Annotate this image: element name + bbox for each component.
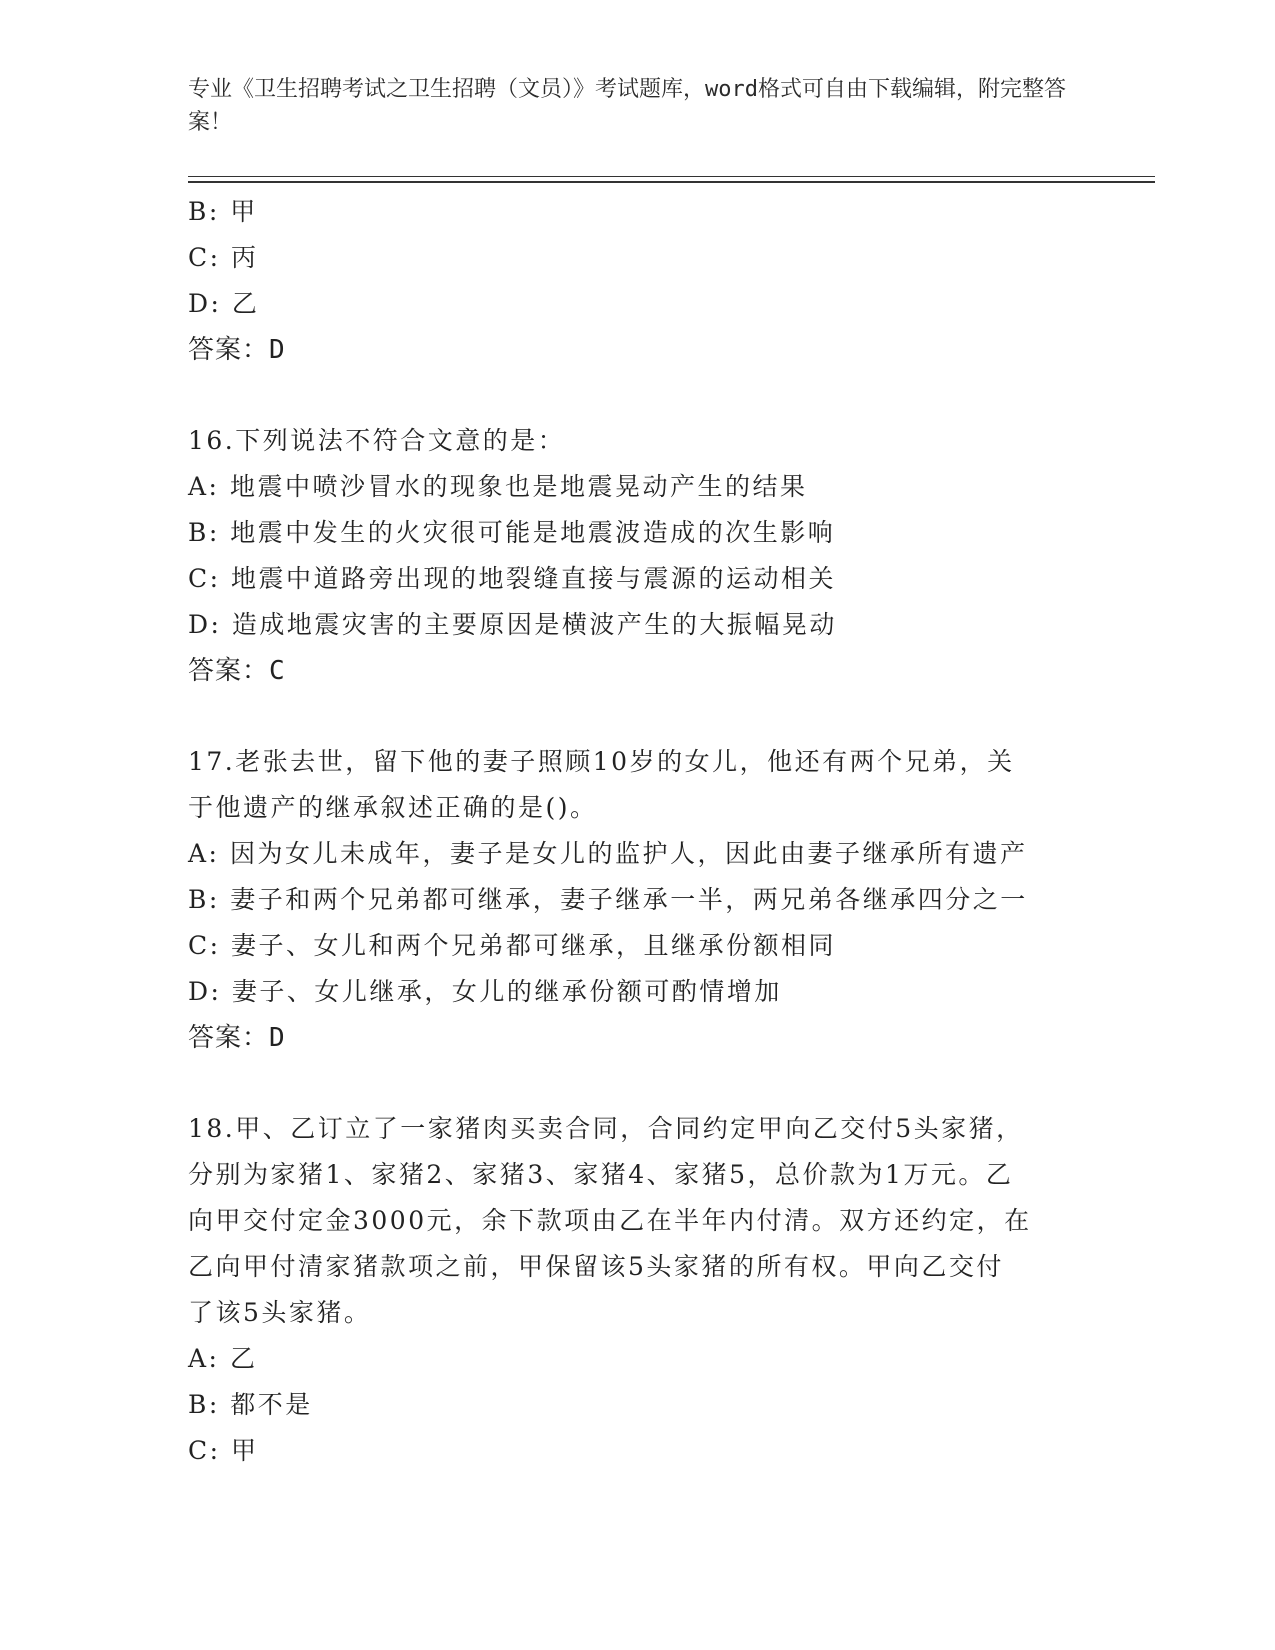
question-18 — [188, 1106, 1088, 1474]
option-text: 妻子和两个兄弟都可继承，妻子继承一半，两兄弟各继承四分之一 — [230, 885, 1028, 914]
header-divider-thin — [188, 176, 1155, 177]
option-text: 地震中道路旁出现的地裂缝直接与震源的运动相关 — [231, 564, 837, 593]
option-label: D: — [188, 289, 222, 318]
option-text: 丙 — [231, 243, 259, 272]
prev-question-options — [188, 189, 1088, 373]
option-label: C: — [188, 931, 221, 960]
option-label: C: — [188, 1436, 221, 1465]
option-text: 都不是 — [230, 1390, 313, 1419]
option-label: C: — [188, 564, 221, 593]
option-b — [188, 877, 1088, 923]
question-stem: 16.下列说法不符合文意的是： — [188, 426, 566, 455]
option-text: 造成地震灾害的主要原因是横波产生的大振幅晃动 — [231, 610, 837, 639]
option-label: B: — [188, 885, 220, 914]
option-a — [188, 464, 1088, 510]
question-stem-line: 17.老张去世，留下他的妻子照顾10岁的女儿，他还有两个兄弟，关 — [188, 747, 1015, 776]
answer-line: 答案：D — [188, 335, 286, 365]
document-header: 专业《卫生招聘考试之卫生招聘（文员）》考试题库，word格式可自由下载编辑，附完整答案！ — [188, 77, 1066, 135]
option-d — [188, 969, 1088, 1015]
option-text: 地震中发生的火灾很可能是地震波造成的次生影响 — [230, 518, 836, 547]
question-16 — [188, 418, 1088, 694]
option-b — [188, 1382, 1088, 1428]
option-text: 地震中喷沙冒水的现象也是地震晃动产生的结果 — [229, 472, 808, 501]
option-label: B: — [188, 518, 220, 547]
option-label: B: — [188, 1390, 220, 1419]
option-text: 甲 — [230, 197, 258, 226]
option-a — [188, 831, 1088, 877]
option-text: 妻子、女儿和两个兄弟都可继承，且继承份额相同 — [231, 931, 837, 960]
option-text: 甲 — [231, 1436, 259, 1465]
option-label: A: — [188, 839, 220, 868]
question-stem-line: 18.甲、乙订立了一家猪肉买卖合同，合同约定甲向乙交付5头家猪， — [188, 1114, 1024, 1143]
question-list — [188, 189, 1088, 1474]
option-label: A: — [188, 472, 220, 501]
question-stem-line: 分别为家猪1、家猪2、家猪3、家猪4、家猪5，总价款为1万元。乙 — [188, 1160, 1014, 1189]
option-a — [188, 1336, 1088, 1382]
answer-line: 答案：D — [188, 1023, 286, 1053]
option-d — [188, 602, 1088, 648]
option-c — [188, 923, 1088, 969]
question-stem-line: 于他遗产的继承叙述正确的是()。 — [188, 793, 598, 822]
option-text: 妻子、女儿继承，女儿的继承份额可酌情增加 — [231, 977, 782, 1006]
question-stem-line: 向甲交付定金3000元，余下款项由乙在半年内付清。双方还约定，在 — [188, 1206, 1032, 1235]
question-stem-line: 乙向甲付清家猪款项之前，甲保留该5头家猪的所有权。甲向乙交付 — [188, 1252, 1004, 1281]
option-d — [188, 281, 1088, 327]
option-b — [188, 510, 1088, 556]
question-17 — [188, 739, 1088, 1061]
spacer — [188, 694, 1088, 739]
answer-line: 答案：C — [188, 656, 286, 686]
option-b — [188, 189, 1088, 235]
option-c — [188, 1428, 1088, 1474]
header-divider-thick — [188, 181, 1155, 183]
option-text: 因为女儿未成年，妻子是女儿的监护人，因此由妻子继承所有遗产 — [229, 839, 1028, 868]
option-label: D: — [188, 610, 222, 639]
spacer — [188, 1061, 1088, 1106]
spacer — [188, 373, 1088, 418]
question-stem-line: 了该5头家猪。 — [188, 1298, 372, 1327]
option-label: D: — [188, 977, 222, 1006]
option-c — [188, 556, 1088, 602]
option-label: A: — [188, 1344, 220, 1373]
option-text: 乙 — [231, 289, 260, 318]
option-label: C: — [188, 243, 221, 272]
option-text: 乙 — [229, 1344, 258, 1373]
option-label: B: — [188, 197, 220, 226]
option-c — [188, 235, 1088, 281]
